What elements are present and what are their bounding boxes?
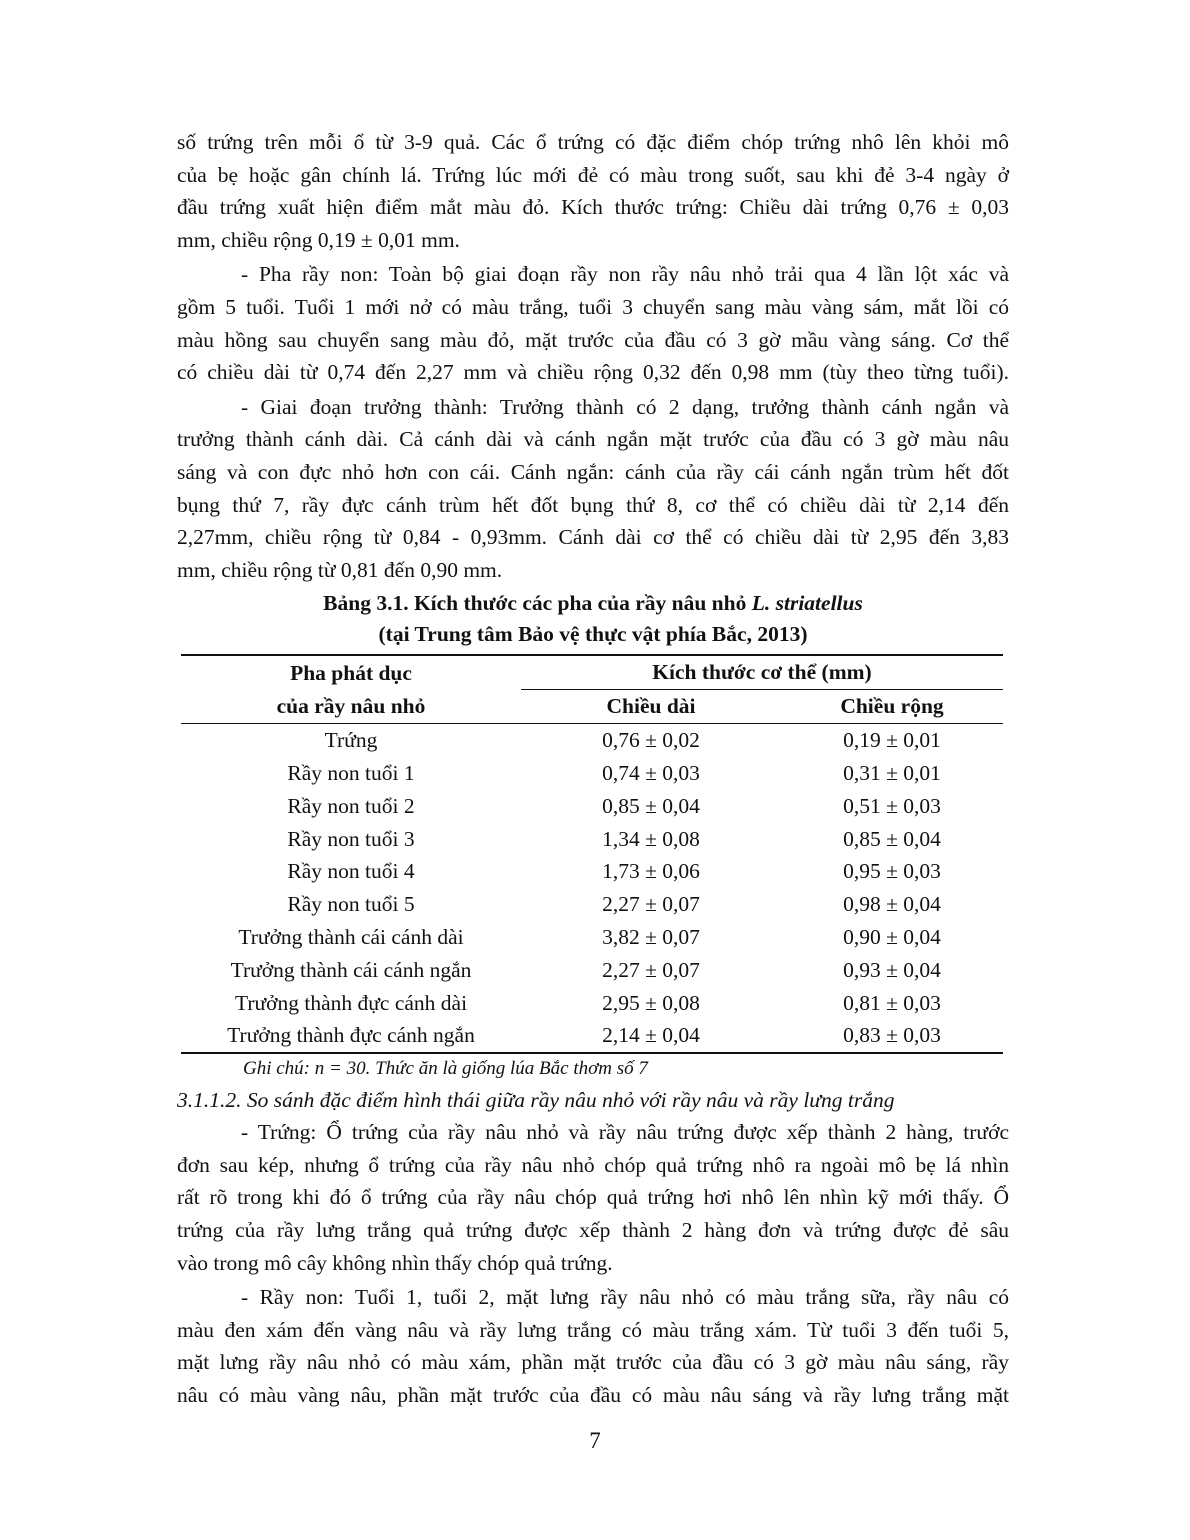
cell-length: 2,27 ± 0,07 <box>602 957 700 982</box>
cell-width: 0,98 ± 0,04 <box>843 892 941 917</box>
text-line: rất rõ trong khi đó ổ trứng của rầy nâu chóp quả trứng hơi nhô lên nhìn kỹ mới thấy. Ổ <box>177 1185 1009 1210</box>
header-width: Chiều rộng <box>840 694 944 719</box>
text-line: - Giai đoạn trưởng thành: Trưởng thành có 2 dạng, trưởng thành cánh ngắn và <box>241 394 1009 419</box>
text-line: màu hồng sau chuyển sang màu đỏ, mặt trước của đầu có 3 gờ mầu vàng sáng. Cơ thể <box>177 327 1009 352</box>
text-line: 2,27mm, chiều rộng từ 0,84 - 0,93mm. Cánh dài cơ thể có chiều dài từ 2,95 đến 3,83 <box>177 525 1009 550</box>
cell-stage: Rầy non tuổi 3 <box>287 826 415 851</box>
table-row <box>181 757 1003 790</box>
cell-length: 2,27 ± 0,07 <box>602 892 700 917</box>
cell-length: 1,34 ± 0,08 <box>602 826 700 851</box>
text-line: mm, chiều rộng từ 0,81 đến 0,90 mm. <box>177 557 503 582</box>
text-line: gồm 5 tuổi. Tuổi 1 mới nở có màu trắng, tuổi 3 chuyển sang màu vàng sám, mắt lồi có <box>177 294 1009 319</box>
cell-stage: Trứng <box>324 728 378 753</box>
section-heading: 3.1.1.2. So sánh đặc điểm hình thái giữa rầy nâu nhỏ với rầy nâu và rầy lưng trắng <box>177 1088 895 1113</box>
size-table <box>181 654 1003 1054</box>
cell-length: 1,73 ± 0,06 <box>602 859 700 884</box>
cell-width: 0,85 ± 0,04 <box>843 826 941 851</box>
cell-stage: Trưởng thành đực cánh ngắn <box>227 1023 475 1048</box>
text-line: nâu có màu vàng nâu, phần mặt trước của đầu có màu nâu sáng và rầy lưng trắng mặt <box>177 1383 1009 1408</box>
cell-width: 0,90 ± 0,04 <box>843 924 941 949</box>
header-stage-line2: của rầy nâu nhỏ <box>276 694 426 719</box>
header-stage: Pha phát dục <box>290 660 412 685</box>
cell-length: 3,82 ± 0,07 <box>602 924 700 949</box>
text-line: vào trong mô cây không nhìn thấy chóp quả trứng. <box>177 1250 613 1275</box>
cell-stage: Rầy non tuổi 4 <box>287 859 415 884</box>
header-size: Kích thước cơ thể (mm) <box>521 655 1003 690</box>
cell-width: 0,31 ± 0,01 <box>843 761 941 785</box>
table-row <box>181 823 1003 856</box>
table-row <box>181 856 1003 889</box>
intro-paragraph <box>177 126 1009 256</box>
egg-compare-paragraph <box>177 1116 1009 1279</box>
table-note: Ghi chú: n = 30. Thức ăn là giống lúa Bắc thơm số 7 <box>243 1058 648 1080</box>
table-caption-main: Bảng 3.1. Kích thước các pha của rầy nâu nhỏ <box>323 591 752 616</box>
cell-stage: Trưởng thành cái cánh ngắn <box>230 957 472 982</box>
table-row <box>181 790 1003 823</box>
document-page <box>177 126 1009 1414</box>
header-length: Chiều dài <box>606 694 696 719</box>
page-number: 7 <box>589 1428 601 1453</box>
cell-length: 0,85 ± 0,04 <box>602 793 700 818</box>
cell-width: 0,19 ± 0,01 <box>843 728 941 753</box>
table-caption-sub: (tại Trung tâm Bảo vệ thực vật phía Bắc, 2013) <box>378 622 808 647</box>
cell-width: 0,83 ± 0,03 <box>843 1023 941 1048</box>
text-line: có chiều dài từ 0,74 đến 2,27 mm và chiều rộng 0,32 đến 0,98 mm (tùy theo từng tuổi). <box>177 360 1009 385</box>
cell-stage: Trưởng thành đực cánh dài <box>234 990 468 1015</box>
text-line: mm, chiều rộng 0,19 ± 0,01 mm. <box>177 227 460 252</box>
text-line: - Trứng: Ổ trứng của rầy nâu nhỏ và rầy nâu trứng được xếp thành 2 hàng, trước <box>241 1120 1009 1145</box>
table-row <box>181 888 1003 921</box>
text-line: số trứng trên mỗi ổ từ 3-9 quả. Các ổ trứng có đặc điểm chóp trứng nhô lên khỏi mô <box>177 130 1009 154</box>
cell-width: 0,95 ± 0,03 <box>843 859 941 884</box>
table-row <box>181 987 1003 1020</box>
cell-width: 0,93 ± 0,04 <box>843 957 941 982</box>
text-line: sáng và con đực nhỏ hơn con cái. Cánh ngắn: cánh của rầy cái cánh ngắn trùm hết đốt <box>177 459 1009 484</box>
text-line: trứng của rầy lưng trắng quả trứng được xếp thành 2 hàng đơn và trứng được đẻ sâu <box>177 1218 1009 1243</box>
table-caption-species: L. striatellus <box>751 591 863 616</box>
text-line: bụng thứ 7, rầy đực cánh trùm hết đốt bụng thứ 8, cơ thể có chiều dài từ 2,14 đến <box>177 492 1009 517</box>
table-caption <box>177 588 1009 650</box>
table-row <box>181 724 1003 757</box>
cell-width: 0,51 ± 0,03 <box>843 793 941 818</box>
table-row <box>181 954 1003 987</box>
text-line: đầu trứng xuất hiện điểm mắt màu đỏ. Kích thước trứng: Chiều dài trứng 0,76 ± 0,03 <box>177 195 1009 220</box>
text-line: trưởng thành cánh dài. Cả cánh dài và cánh ngắn mặt trước của đầu có 3 gờ màu nâu <box>177 427 1009 452</box>
cell-length: 0,74 ± 0,03 <box>602 761 700 785</box>
cell-stage: Rầy non tuổi 1 <box>287 761 415 785</box>
text-line: của bẹ hoặc gân chính lá. Trứng lúc mới đẻ có màu trong suốt, sau khi đẻ 3-4 ngày ở <box>177 162 1009 187</box>
cell-length: 0,76 ± 0,02 <box>602 728 700 753</box>
cell-stage: Rầy non tuổi 2 <box>287 793 415 818</box>
cell-width: 0,81 ± 0,03 <box>843 990 941 1015</box>
text-line: - Pha rầy non: Toàn bộ giai đoạn rầy non rầy nâu nhỏ trải qua 4 lần lột xác và <box>241 262 1009 287</box>
cell-length: 2,14 ± 0,04 <box>602 1023 700 1048</box>
text-line: - Rầy non: Tuổi 1, tuổi 2, mặt lưng rầy nâu nhỏ có màu trắng sữa, rầy nâu có <box>241 1285 1009 1310</box>
text-line: mặt lưng rầy nâu nhỏ có màu xám, phần mặt trước của đầu có 3 gờ màu nâu sáng, rầy <box>177 1350 1009 1375</box>
nymph-paragraph <box>177 258 1009 388</box>
text-line: đơn sau kép, nhưng ổ trứng của rầy nâu nhỏ chóp quả trứng nhô ra ngoài mô bẹ lá nhìn <box>177 1152 1009 1177</box>
cell-length: 2,95 ± 0,08 <box>602 990 700 1015</box>
table-row <box>181 1019 1003 1053</box>
table-row <box>181 921 1003 954</box>
nymph-compare-paragraph <box>177 1281 1009 1411</box>
adult-paragraph <box>177 391 1009 587</box>
cell-stage: Trưởng thành cái cánh dài <box>238 924 464 949</box>
text-line: màu đen xám đến vàng nâu và rầy lưng trắng có màu trắng xám. Từ tuổi 3 đến tuổi 5, <box>177 1317 1009 1342</box>
cell-stage: Rầy non tuổi 5 <box>287 892 415 917</box>
